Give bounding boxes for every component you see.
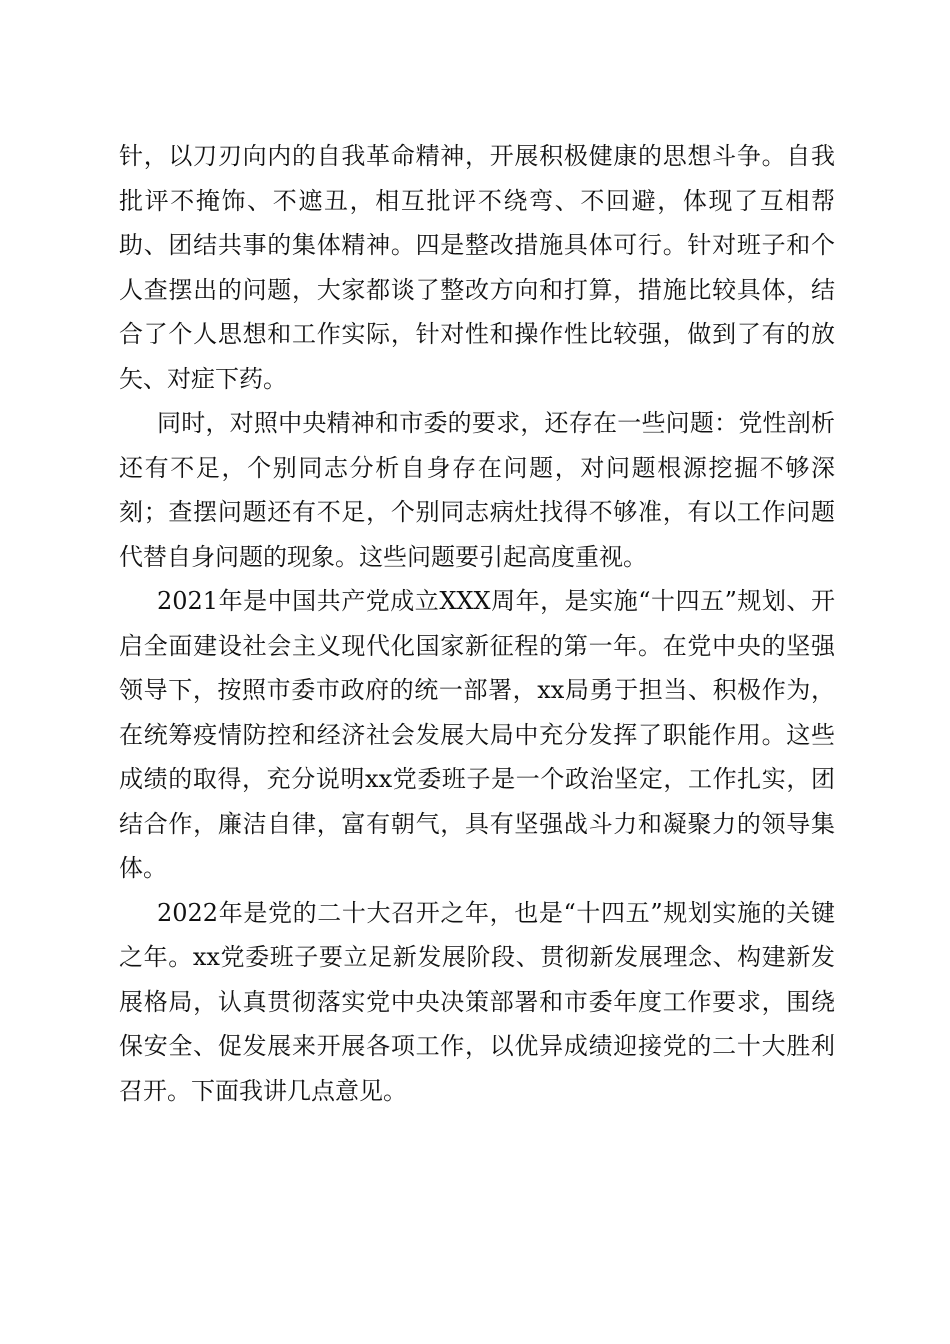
paragraph-2021: 2021年是中国共产党成立XXX周年，是实施“十四五”规划、开启全面建设社会主义现代化国家新征程的第一年。在党中央的坚强领导下，按照市委市政府的统一部署，xx局勇于担当、积极作为，在统筹疫情防控和经济社会发展大局中充分发挥了职能作用。这些成绩的取得，充分说明xx党委班子是一个政治坚定，工作扎实，团结合作，廉洁自律，富有朝气，具有坚强战斗力和凝聚力的领导集体。 (119, 587, 835, 882)
paragraph-problems: 同时，对照中央精神和市委的要求，还存在一些问题：党性剖析还有不足，个别同志分析自身存在问题，对问题根源挖掘不够深刻；查摆问题还有不足，个别同志病灶找得不够准，有以工作问题代替自身问题的现象。这些问题要引起高度重视。 (119, 409, 835, 571)
paragraph-2022: 2022年是党的二十大召开之年，也是“十四五”规划实施的关键之年。xx党委班子要立足新发展阶段、贯彻新发展理念、构建新发展格局，认真贯彻落实党中央决策部署和市委年度工作要求，围绕保安全、促发展来开展各项工作，以优异成绩迎接党的二十大胜利召开。下面我讲几点意见。 (119, 898, 835, 1105)
document-body (119, 134, 835, 1113)
paragraph-continuation: 针，以刀刃向内的自我革命精神，开展积极健康的思想斗争。自我批评不掩饰、不遮丑，相互批评不绕弯、不回避，体现了互相帮助、团结共事的集体精神。四是整改措施具体可行。针对班子和个人查摆出的问题，大家都谈了整改方向和打算，措施比较具体，结合了个人思想和工作实际，针对性和操作性比较强，做到了有的放矢、对症下药。 (119, 142, 835, 393)
